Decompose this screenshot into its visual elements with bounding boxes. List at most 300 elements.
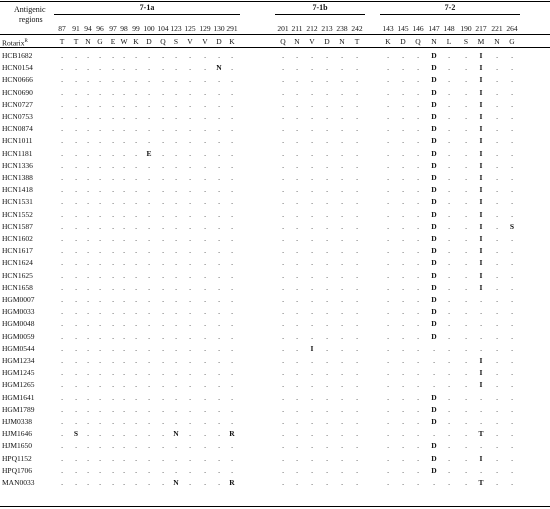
identical-residue: .: [231, 380, 233, 390]
identical-residue: .: [135, 160, 137, 170]
identical-residue: .: [282, 270, 284, 280]
identical-residue: .: [402, 356, 404, 365]
identical-residue: .: [402, 417, 404, 426]
strain-name: HGM1789: [2, 404, 35, 414]
identical-residue: .: [61, 99, 63, 109]
mutation-residue: I: [310, 343, 314, 353]
identical-residue: .: [112, 453, 114, 463]
identical-residue: .: [311, 282, 313, 292]
identical-residue: .: [75, 124, 77, 134]
reference-residue: Q: [280, 37, 286, 46]
identical-residue: .: [189, 234, 191, 243]
identical-residue: .: [123, 417, 125, 426]
mutation-residue: D: [431, 234, 437, 243]
identical-residue: .: [326, 478, 328, 487]
identical-residue: .: [417, 319, 419, 329]
identical-residue: .: [296, 392, 298, 402]
identical-residue: .: [296, 319, 298, 329]
identical-residue: .: [189, 295, 191, 304]
identical-residue: .: [135, 148, 137, 158]
identical-residue: .: [341, 75, 343, 85]
identical-residue: .: [341, 441, 343, 451]
identical-residue: .: [148, 343, 150, 353]
identical-residue: .: [496, 258, 498, 268]
identical-residue: .: [175, 197, 177, 207]
identical-residue: .: [75, 392, 77, 402]
identical-residue: .: [148, 185, 150, 195]
header-rule: [0, 34, 550, 35]
identical-residue: .: [99, 282, 101, 292]
identical-residue: .: [448, 99, 450, 109]
reference-residue: W: [120, 37, 128, 46]
top-rule: [0, 1, 550, 2]
identical-residue: .: [123, 234, 125, 243]
identical-residue: .: [61, 282, 63, 292]
identical-residue: .: [148, 124, 150, 134]
identical-residue: .: [511, 392, 513, 402]
identical-residue: .: [402, 112, 404, 121]
identical-residue: .: [75, 307, 77, 317]
identical-residue: .: [231, 368, 233, 378]
identical-residue: .: [112, 319, 114, 329]
identical-residue: .: [296, 258, 298, 268]
identical-residue: .: [448, 234, 450, 243]
strain-name: HPQ1152: [2, 453, 32, 463]
position-number: 97: [109, 24, 117, 33]
identical-residue: .: [75, 380, 77, 390]
identical-residue: .: [162, 282, 164, 292]
identical-residue: .: [356, 51, 358, 60]
identical-residue: .: [204, 136, 206, 146]
mutation-residue: D: [431, 87, 437, 97]
identical-residue: .: [148, 75, 150, 85]
identical-residue: .: [175, 51, 177, 60]
identical-residue: .: [231, 87, 233, 97]
identical-residue: .: [356, 209, 358, 219]
identical-residue: .: [356, 319, 358, 329]
identical-residue: .: [148, 478, 150, 487]
identical-residue: .: [112, 221, 114, 231]
identical-residue: .: [326, 51, 328, 60]
mutation-residue: D: [431, 246, 437, 256]
identical-residue: .: [204, 160, 206, 170]
identical-residue: .: [387, 221, 389, 231]
identical-residue: .: [162, 453, 164, 463]
identical-residue: .: [326, 221, 328, 231]
identical-residue: .: [511, 209, 513, 219]
identical-residue: .: [162, 148, 164, 158]
identical-residue: .: [465, 87, 467, 97]
identical-residue: .: [61, 380, 63, 390]
identical-residue: .: [231, 453, 233, 463]
identical-residue: .: [148, 246, 150, 256]
identical-residue: .: [231, 63, 233, 73]
identical-residue: .: [87, 392, 89, 402]
mutation-residue: I: [479, 87, 483, 97]
mutation-residue: I: [479, 258, 483, 268]
identical-residue: .: [326, 148, 328, 158]
identical-residue: .: [204, 148, 206, 158]
identical-residue: .: [496, 392, 498, 402]
position-number: 129: [199, 24, 211, 33]
strain-name: HCN1418: [2, 185, 33, 195]
identical-residue: .: [204, 478, 206, 487]
identical-residue: .: [87, 99, 89, 109]
position-number: 143: [382, 24, 394, 33]
identical-residue: .: [189, 343, 191, 353]
identical-residue: .: [448, 209, 450, 219]
identical-residue: .: [311, 319, 313, 329]
identical-residue: .: [112, 99, 114, 109]
identical-residue: .: [99, 87, 101, 97]
identical-residue: .: [311, 368, 313, 378]
identical-residue: .: [99, 75, 101, 85]
identical-residue: .: [231, 343, 233, 353]
identical-residue: .: [402, 185, 404, 195]
reference-residue: M: [477, 37, 485, 46]
identical-residue: .: [112, 148, 114, 158]
identical-residue: .: [402, 209, 404, 219]
identical-residue: .: [75, 221, 77, 231]
identical-residue: .: [282, 209, 284, 219]
identical-residue: .: [204, 343, 206, 353]
identical-residue: .: [311, 258, 313, 268]
identical-residue: .: [204, 99, 206, 109]
identical-residue: .: [356, 173, 358, 182]
identical-residue: .: [387, 307, 389, 317]
identical-residue: .: [311, 417, 313, 426]
identical-residue: .: [311, 270, 313, 280]
identical-residue: .: [162, 380, 164, 390]
identical-residue: .: [135, 51, 137, 60]
identical-residue: .: [465, 392, 467, 402]
identical-residue: .: [189, 221, 191, 231]
identical-residue: .: [148, 160, 150, 170]
identical-residue: .: [99, 270, 101, 280]
identical-residue: .: [75, 295, 77, 304]
identical-residue: .: [162, 63, 164, 73]
mutation-residue: D: [431, 185, 437, 195]
identical-residue: .: [87, 112, 89, 121]
identical-residue: .: [135, 478, 137, 487]
identical-residue: .: [511, 404, 513, 414]
identical-residue: .: [189, 441, 191, 451]
identical-residue: .: [356, 234, 358, 243]
identical-residue: .: [387, 429, 389, 439]
identical-residue: .: [496, 270, 498, 280]
identical-residue: .: [417, 417, 419, 426]
identical-residue: .: [402, 478, 404, 487]
identical-residue: .: [148, 87, 150, 97]
identical-residue: .: [311, 441, 313, 451]
position-number: 100: [143, 24, 155, 33]
identical-residue: .: [75, 246, 77, 256]
strain-name: HCN0666: [2, 75, 33, 85]
identical-residue: .: [282, 246, 284, 256]
strain-name: HGM0059: [2, 331, 35, 341]
reference-residue: Q: [415, 37, 421, 46]
identical-residue: .: [123, 63, 125, 73]
identical-residue: .: [296, 343, 298, 353]
group-header: 7-1b: [312, 3, 328, 12]
identical-residue: .: [387, 356, 389, 365]
identical-residue: .: [465, 99, 467, 109]
mutation-residue: D: [431, 136, 437, 146]
identical-residue: .: [417, 368, 419, 378]
identical-residue: .: [480, 465, 482, 475]
strain-name: HCN0690: [2, 87, 33, 97]
identical-residue: .: [162, 429, 164, 439]
identical-residue: .: [87, 465, 89, 475]
identical-residue: .: [148, 417, 150, 426]
identical-residue: .: [123, 392, 125, 402]
identical-residue: .: [204, 221, 206, 231]
mutation-residue: I: [479, 221, 483, 231]
identical-residue: .: [99, 368, 101, 378]
identical-residue: .: [465, 148, 467, 158]
identical-residue: .: [356, 258, 358, 268]
identical-residue: .: [87, 185, 89, 195]
mutation-residue: T: [478, 478, 484, 487]
identical-residue: .: [356, 429, 358, 439]
identical-residue: .: [112, 465, 114, 475]
identical-residue: .: [231, 356, 233, 365]
identical-residue: .: [417, 63, 419, 73]
identical-residue: .: [99, 441, 101, 451]
identical-residue: .: [123, 75, 125, 85]
identical-residue: .: [356, 124, 358, 134]
identical-residue: .: [123, 356, 125, 365]
identical-residue: .: [296, 221, 298, 231]
identical-residue: .: [123, 221, 125, 231]
identical-residue: .: [112, 417, 114, 426]
identical-residue: .: [87, 417, 89, 426]
identical-residue: .: [448, 307, 450, 317]
identical-residue: .: [112, 197, 114, 207]
identical-residue: .: [112, 124, 114, 134]
position-number: 212: [306, 24, 318, 33]
identical-residue: .: [189, 417, 191, 426]
identical-residue: .: [75, 173, 77, 182]
position-number: 201: [277, 24, 289, 33]
identical-residue: .: [387, 185, 389, 195]
identical-residue: .: [75, 160, 77, 170]
identical-residue: .: [175, 148, 177, 158]
identical-residue: .: [402, 270, 404, 280]
identical-residue: .: [135, 380, 137, 390]
identical-residue: .: [148, 221, 150, 231]
identical-residue: .: [87, 75, 89, 85]
identical-residue: .: [341, 270, 343, 280]
identical-residue: .: [341, 209, 343, 219]
position-number: 98: [120, 24, 128, 33]
identical-residue: .: [282, 185, 284, 195]
identical-residue: .: [99, 331, 101, 341]
identical-residue: .: [387, 380, 389, 390]
mutation-residue: I: [479, 282, 483, 292]
identical-residue: .: [387, 368, 389, 378]
reference-residue: D: [146, 37, 152, 46]
header-label-line2: regions: [19, 15, 43, 24]
identical-residue: .: [175, 63, 177, 73]
identical-residue: .: [75, 258, 77, 268]
mutation-residue: I: [479, 51, 483, 60]
strain-name: HGM1245: [2, 368, 35, 378]
identical-residue: .: [465, 160, 467, 170]
identical-residue: .: [417, 185, 419, 195]
identical-residue: .: [204, 465, 206, 475]
identical-residue: .: [123, 197, 125, 207]
strain-name: HJM0338: [2, 417, 33, 426]
mutation-residue: N: [173, 478, 179, 487]
mutation-residue: I: [479, 173, 483, 182]
identical-residue: .: [326, 75, 328, 85]
identical-residue: .: [175, 392, 177, 402]
identical-residue: .: [496, 343, 498, 353]
identical-residue: .: [189, 270, 191, 280]
identical-residue: .: [175, 356, 177, 365]
position-number: 123: [170, 24, 182, 33]
mutation-residue: I: [479, 270, 483, 280]
mutation-residue: I: [479, 234, 483, 243]
identical-residue: .: [135, 258, 137, 268]
identical-residue: .: [402, 75, 404, 85]
position-number: 146: [412, 24, 424, 33]
identical-residue: .: [480, 307, 482, 317]
identical-residue: .: [326, 319, 328, 329]
mutation-residue: D: [431, 160, 437, 170]
identical-residue: .: [135, 392, 137, 402]
identical-residue: .: [326, 331, 328, 341]
mutation-residue: I: [479, 99, 483, 109]
strain-name: HGM0544: [2, 343, 35, 353]
identical-residue: .: [148, 307, 150, 317]
identical-residue: .: [282, 356, 284, 365]
position-number: 147: [428, 24, 440, 33]
identical-residue: .: [282, 99, 284, 109]
identical-residue: .: [448, 148, 450, 158]
identical-residue: .: [448, 343, 450, 353]
identical-residue: .: [496, 197, 498, 207]
identical-residue: .: [87, 209, 89, 219]
identical-residue: .: [218, 441, 220, 451]
identical-residue: .: [465, 124, 467, 134]
identical-residue: .: [231, 148, 233, 158]
identical-residue: .: [204, 270, 206, 280]
identical-residue: .: [356, 295, 358, 304]
identical-residue: .: [162, 99, 164, 109]
identical-residue: .: [204, 319, 206, 329]
identical-residue: .: [148, 258, 150, 268]
identical-residue: .: [311, 221, 313, 231]
identical-residue: .: [341, 392, 343, 402]
identical-residue: .: [417, 429, 419, 439]
reference-label-text: Rotarix: [2, 38, 25, 48]
identical-residue: .: [61, 234, 63, 243]
identical-residue: .: [282, 234, 284, 243]
strain-name: HGM0048: [2, 319, 35, 329]
position-number: 264: [506, 24, 518, 33]
identical-residue: .: [75, 331, 77, 341]
identical-residue: .: [511, 124, 513, 134]
identical-residue: .: [204, 258, 206, 268]
identical-residue: .: [148, 465, 150, 475]
identical-residue: .: [135, 282, 137, 292]
identical-residue: .: [204, 404, 206, 414]
identical-residue: .: [417, 356, 419, 365]
identical-residue: .: [465, 319, 467, 329]
identical-residue: .: [511, 75, 513, 85]
identical-residue: .: [311, 356, 313, 365]
identical-residue: .: [296, 270, 298, 280]
identical-residue: .: [231, 221, 233, 231]
identical-residue: .: [356, 343, 358, 353]
identical-residue: .: [326, 465, 328, 475]
position-number: 190: [460, 24, 472, 33]
mutation-residue: I: [479, 453, 483, 463]
identical-residue: .: [433, 380, 435, 390]
identical-residue: .: [112, 234, 114, 243]
identical-residue: .: [465, 234, 467, 243]
identical-residue: .: [511, 63, 513, 73]
identical-residue: .: [231, 234, 233, 243]
identical-residue: .: [135, 429, 137, 439]
identical-residue: .: [387, 258, 389, 268]
identical-residue: .: [296, 368, 298, 378]
identical-residue: .: [148, 404, 150, 414]
identical-residue: .: [387, 295, 389, 304]
identical-residue: .: [387, 234, 389, 243]
identical-residue: .: [112, 404, 114, 414]
identical-residue: .: [61, 368, 63, 378]
identical-residue: .: [326, 307, 328, 317]
reference-label-sup: R: [24, 39, 28, 44]
mutation-residue: S: [509, 221, 515, 231]
identical-residue: .: [417, 478, 419, 487]
identical-residue: .: [402, 319, 404, 329]
identical-residue: .: [511, 282, 513, 292]
identical-residue: .: [496, 160, 498, 170]
identical-residue: .: [135, 404, 137, 414]
identical-residue: .: [75, 356, 77, 365]
identical-residue: .: [326, 258, 328, 268]
identical-residue: .: [326, 197, 328, 207]
identical-residue: .: [175, 380, 177, 390]
position-number: 242: [351, 24, 363, 33]
identical-residue: .: [341, 197, 343, 207]
identical-residue: .: [87, 404, 89, 414]
mutation-residue: D: [431, 282, 437, 292]
identical-residue: .: [218, 124, 220, 134]
group-header: 7-2: [444, 3, 456, 12]
identical-residue: .: [465, 478, 467, 487]
identical-residue: .: [148, 282, 150, 292]
reference-rule: [0, 47, 550, 48]
identical-residue: .: [148, 51, 150, 60]
identical-residue: .: [175, 404, 177, 414]
identical-residue: .: [175, 234, 177, 243]
identical-residue: .: [162, 136, 164, 146]
identical-residue: .: [61, 453, 63, 463]
identical-residue: .: [417, 148, 419, 158]
identical-residue: .: [162, 331, 164, 341]
strain-name: HGM1265: [2, 380, 35, 390]
identical-residue: .: [311, 234, 313, 243]
identical-residue: .: [61, 148, 63, 158]
identical-residue: .: [341, 51, 343, 60]
identical-residue: .: [112, 136, 114, 146]
identical-residue: .: [218, 173, 220, 182]
